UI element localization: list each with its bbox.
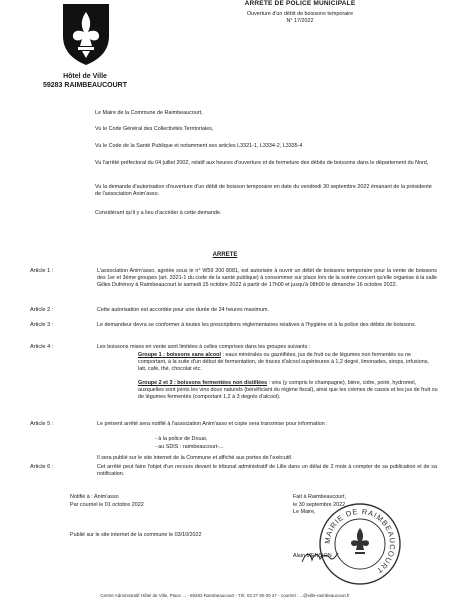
signature-date: le 30 septembre 2022	[293, 501, 346, 508]
group-1-item	[138, 352, 438, 373]
group-3-text: : vins (y compris le champagne), bière, cidre, poiré, hydromel, auxquelles sont joints les vins doux naturels (bénéficiant du régime fiscal), ainsi que les crèmes de cassis et les jus de fruit ou de légumes fermentés (comportant 1,2 à 3 degrés d'alcool).	[138, 380, 438, 400]
subtitle-line1: Ouverture d'un débit de boissons temporaire	[246, 11, 354, 17]
notification-recipient: Notifié à : Anim'asso	[70, 494, 119, 500]
town-crest-icon	[60, 2, 112, 66]
mayor-name: Alain MENSION	[293, 552, 332, 559]
article-5-text: Le présent arrêté sera notifié à l'association Anim'asso et copie sera transmise pour information :	[97, 421, 328, 427]
notification-date: Par courriel le 01 octobre 2022	[70, 502, 144, 508]
group-3-item	[138, 380, 438, 401]
handwritten-signature-icon	[300, 548, 340, 566]
town-address	[30, 72, 140, 90]
article-5-label: Article 5 :	[30, 421, 54, 427]
article-2-text: Cette autorisation est accordée pour une durée de 24 heures maximum.	[97, 307, 270, 313]
article-3-text: Le demandeur devra se conformer à toutes les prescriptions réglementaires relatives à l'hygiène et à la police des débits de boissons.	[97, 322, 417, 328]
stamp-text: MAIRIE DE RAIMBEAUCOURT	[322, 506, 398, 576]
article-6-label: Article 6 :	[30, 464, 54, 470]
group-1-text: : eaux minérales ou gazéifiées, jus de fruit ou de légumes non fermentés ou ne comportant, à la suite d'un début de fermentation, de traces d'alcool supérieures à 1,2 degré, limonades, sirops, infusions, lait, café, thé, chocolat etc.	[138, 352, 429, 372]
town-hall-label: Hôtel de Ville	[63, 73, 107, 80]
arrete-heading: ARRETE	[212, 252, 238, 258]
article-4-label: Article 4 :	[30, 344, 54, 350]
recipient-police: - à la police de Douai,	[155, 436, 208, 442]
intro-arrete-prefectoral: Vu l'arrêté préfectoral du 04 juillet 2002, relatif aux heures d'ouverture et de fermeture des débits de boissons dans le département du Nord,	[95, 160, 429, 166]
signature-role: Le Maire,	[293, 509, 316, 515]
intro-demande: Vu la demande d'autorisation d'ouverture d'un débit de boisson temporaire en date du vendredi 30 septembre 2022 émanant de la présidente de l'association Anim'asso.	[95, 184, 432, 197]
subtitle-line2: N° 17/2022	[286, 18, 314, 24]
article-6-text: Cet arrêté peut faire l'objet d'un recours devant le tribunal administratif de Lille dans un délai de 2 mois à compter de sa publication et de sa notification.	[97, 464, 437, 477]
document-title: ARRETE DE POLICE MUNICIPALE	[244, 0, 356, 7]
recipient-sdis: - au SDIS : raimbeaucourt-...	[155, 444, 224, 450]
article-3-label: Article 3 :	[30, 322, 54, 328]
article-1-text: L'association Anim'asso, agréée sous le n° W59 200 8081, est autorisée à ouvrir un débit de boissons temporaire pour la vente de boissons des 1er et 3ème groupes (art. 3321-1 du code de la santé publique) à consommer sur place lors de la soirée concert qu'elle organise à la salle Gilles Dufrénoy à Raimbeaucourt le samedi 15 octobre 2022 à partir de 17h00 et jusqu'à 08h00 le dimanche 16 octobre 2022.	[97, 268, 437, 288]
article-5-publication: Il sera publié sur le site internet de la Commune et affiché aux portes de l'exécutif.	[97, 455, 293, 461]
intro-mayor: Le Maire de la Commune de Raimbeaucourt,	[95, 110, 203, 116]
intro-considerant: Considérant qu'il y a lieu d'accéder à cette demande.	[95, 210, 222, 216]
page-footer: Centre Administratif Hôtel de Ville, Place ... - 59283 Raimbeaucourt - Tél. 03 27 80 00 47 - courriel : ...@ville-raimbeaucourt.fr	[100, 593, 350, 598]
publication-notice: Publié sur le site internet de la commune le 03/10/2022	[70, 532, 202, 538]
town-postcode-label: 59283 RAIMBEAUCOURT	[42, 82, 128, 89]
intro-code-sante: Vu le Code de la Santé Publique et notamment ses articles L3321-1, L3334-2, L3335-4	[95, 143, 303, 149]
group-1-label: Groupe 1 : boissons sans alcool	[138, 352, 221, 358]
intro-code-collectivites: Vu le Code Général des Collectivités Territoriales,	[95, 126, 214, 132]
group-3-label: Groupe 2 et 3 : boissons fermentées non distillées	[138, 380, 268, 386]
article-4-text: Les boissons mises en vente sont limitées à celles comprises dans les groupes suivants :	[97, 344, 311, 350]
signature-place: Fait à Raimbeaucourt,	[293, 494, 347, 500]
article-2-label: Article 2 :	[30, 307, 54, 313]
document-subtitle	[215, 11, 385, 25]
article-1-label: Article 1 :	[30, 268, 54, 274]
